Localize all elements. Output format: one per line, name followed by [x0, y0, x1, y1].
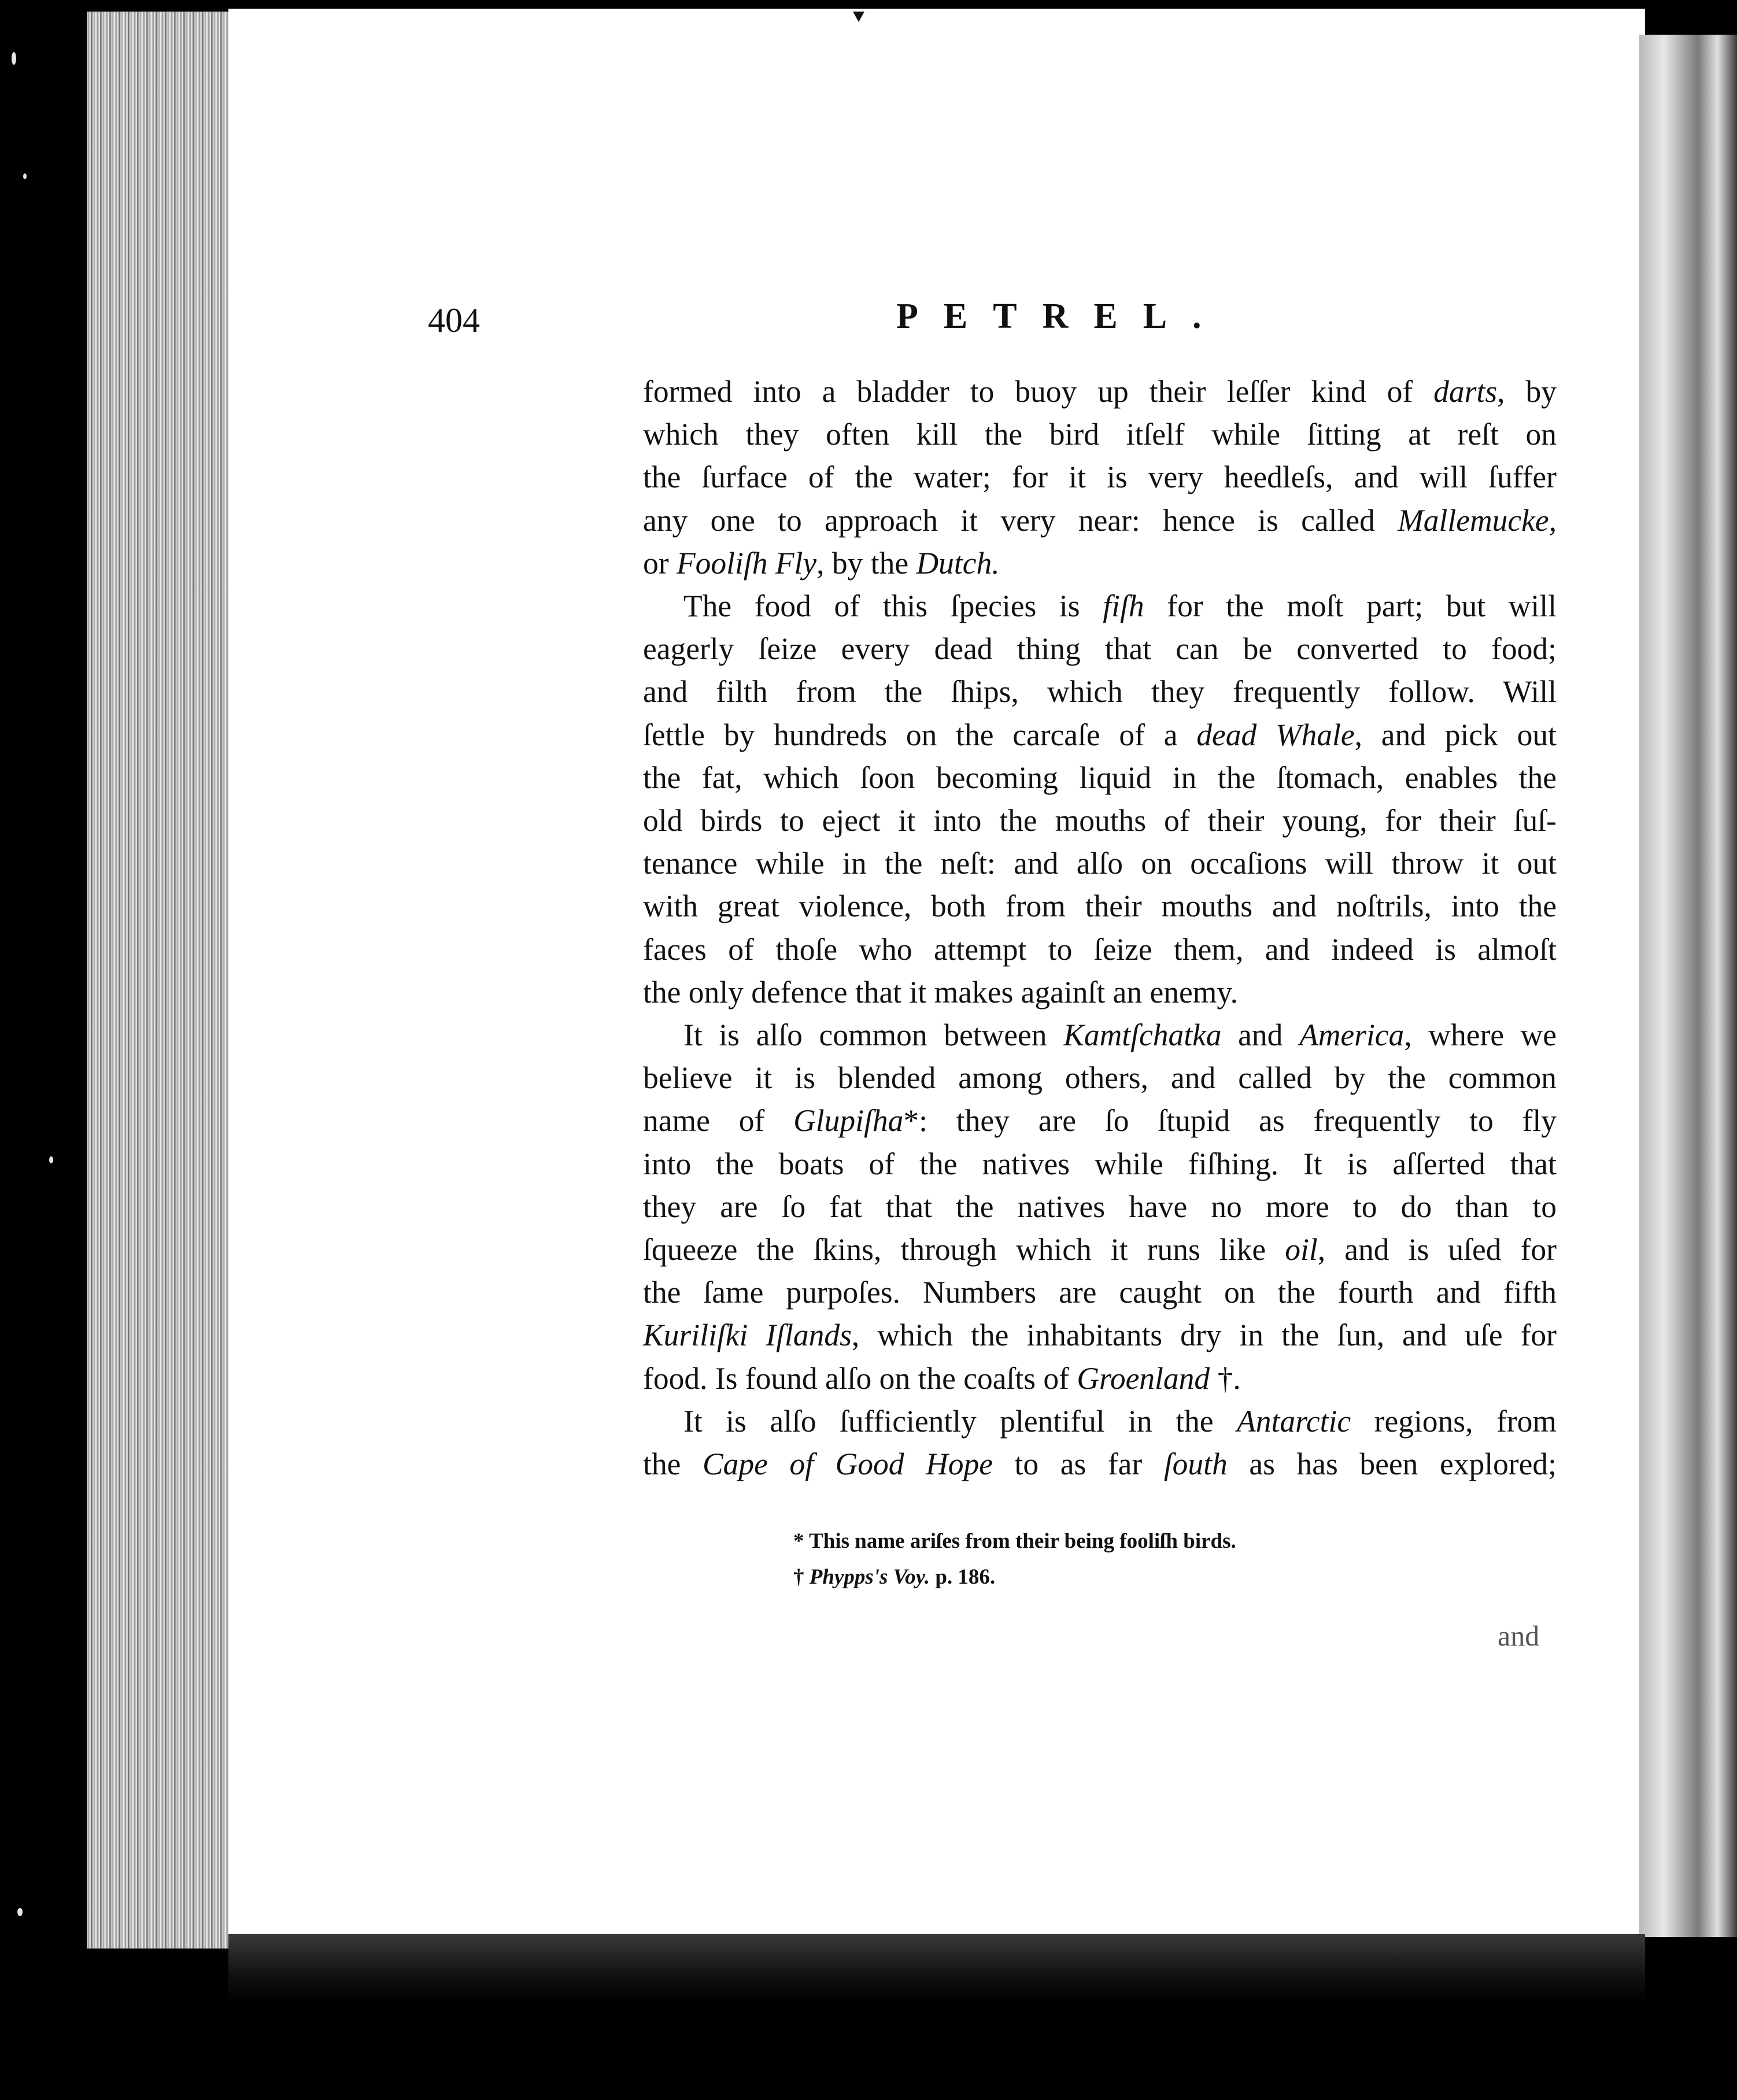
text-run: , and is uſed for: [1317, 1232, 1557, 1267]
footnote-line: [793, 1524, 1236, 1559]
italic-text: dead Whale: [1196, 717, 1355, 752]
text-run: ſettle by hundreds on the carcaſe of a: [643, 717, 1197, 752]
italic-text: oil: [1285, 1232, 1318, 1267]
scan-speck: [17, 1908, 23, 1916]
text-run: to as far: [992, 1447, 1164, 1482]
text-run: * This name ariſes from their being fooliſh birds.: [793, 1529, 1236, 1553]
text-run: believe it is blended among others, and called by the common: [643, 1060, 1557, 1096]
italic-text: ſouth: [1163, 1447, 1228, 1482]
text-run: the ſame purpoſes. Numbers are caught on the fourth and fifth: [643, 1275, 1557, 1310]
text-run: and: [1221, 1018, 1300, 1053]
italic-text: darts: [1433, 374, 1498, 409]
body-line: [643, 799, 1557, 842]
body-line: [643, 1443, 1557, 1485]
page-top-mark: [853, 12, 864, 22]
body-line: [643, 1400, 1557, 1443]
body-line: [643, 1014, 1557, 1056]
text-run: tenance while in the neſt: and alſo on occaſions will throw it out: [643, 846, 1557, 881]
italic-text: Antarctic: [1237, 1403, 1351, 1439]
italic-text: fiſh: [1103, 589, 1144, 624]
body-line: [643, 1143, 1557, 1185]
italic-text: Kamtſchatka: [1063, 1018, 1222, 1053]
text-run: *: they are ſo ſtupid as frequently to fly: [903, 1103, 1557, 1138]
body-line: [643, 1357, 1557, 1400]
text-run: , and pick out: [1354, 717, 1557, 752]
italic-text: Phypps's Voy.: [809, 1565, 930, 1589]
text-run: name of: [643, 1103, 794, 1138]
page-number: 404: [428, 301, 480, 339]
body-line: [643, 542, 1557, 585]
italic-text: Groenland: [1077, 1360, 1210, 1396]
running-head: PETREL.: [896, 297, 1227, 336]
text-run: with great violence, both from their mouths and noſtrils, into the: [643, 889, 1557, 924]
italic-text: Kuriliſki Iſlands: [643, 1318, 852, 1353]
body-line: [643, 928, 1557, 971]
text-run: the: [643, 1447, 703, 1482]
text-run: and filth from the ſhips, which they frequently follow. Will: [643, 674, 1557, 709]
facing-page-edge: [1639, 35, 1737, 1937]
text-run: into the boats of the natives while fiſhing. It is aſſerted that: [643, 1146, 1557, 1181]
footnotes: [793, 1524, 1236, 1595]
scan-speck: [23, 173, 27, 179]
text-run: It is alſo ſufficiently plentiful in the: [683, 1403, 1237, 1439]
book-fore-edge: [87, 12, 231, 1949]
body-line: [643, 971, 1557, 1014]
text-run: The food of this ſpecies is: [683, 589, 1103, 624]
text-run: p. 186.: [930, 1565, 996, 1589]
italic-text: Fooliſh Fly: [676, 545, 817, 581]
scan-bottom-edge: [228, 1934, 1645, 2003]
text-run: formed into a bladder to buoy up their leſſer kind of: [643, 374, 1434, 409]
body-line: [643, 1056, 1557, 1099]
text-run: the only defence that it makes againſt an enemy.: [643, 974, 1238, 1010]
text-run: †.: [1210, 1360, 1241, 1396]
body-line: [643, 1314, 1557, 1356]
text-run: the ſurface of the water; for it is very heedleſs, and will ſuffer: [643, 460, 1557, 495]
body-line: [643, 499, 1557, 542]
text-run: faces of thoſe who attempt to ſeize them, and indeed is almoſt: [643, 931, 1557, 967]
footnote-line: [793, 1559, 1236, 1595]
text-run: , by the: [816, 545, 916, 581]
scan-speck: [12, 52, 16, 65]
catchword: and: [1498, 1620, 1540, 1652]
italic-text: Dutch.: [916, 545, 1000, 581]
text-run: as has been explored;: [1227, 1447, 1557, 1482]
scan-speck: [49, 1156, 53, 1163]
text-run: ſqueeze the ſkins, through which it runs like: [643, 1232, 1285, 1267]
italic-text: Mallemucke,: [1398, 502, 1557, 538]
body-line: [643, 1099, 1557, 1142]
italic-text: Glupiſha: [793, 1103, 904, 1138]
body-line: [643, 627, 1557, 670]
text-run: for the moſt part; but will: [1144, 589, 1557, 624]
text-run: , which the inhabitants dry in the ſun, and uſe for: [851, 1318, 1557, 1353]
text-run: they are ſo fat that the natives have no more to do than to: [643, 1189, 1557, 1224]
body-line: [643, 756, 1557, 799]
body-text: [643, 370, 1557, 1485]
body-line: [643, 842, 1557, 885]
text-run: food. Is found alſo on the coaſts of: [643, 1360, 1077, 1396]
italic-text: America: [1299, 1018, 1405, 1053]
body-line: [643, 413, 1557, 456]
text-run: eagerly ſeize every dead thing that can be converted to food;: [643, 631, 1557, 667]
italic-text: Cape of Good Hope: [702, 1447, 993, 1482]
body-line: [643, 370, 1557, 413]
text-run: , by: [1497, 374, 1557, 409]
body-line: [643, 1271, 1557, 1314]
text-run: regions, from: [1351, 1403, 1557, 1439]
text-run: any one to approach it very near: hence is called: [643, 502, 1398, 538]
text-run: It is alſo common between: [683, 1018, 1064, 1053]
text-run: old birds to eject it into the mouths of their young, for their ſuſ-: [643, 803, 1557, 838]
body-line: [643, 1185, 1557, 1228]
body-line: [643, 456, 1557, 498]
body-line: [643, 885, 1557, 927]
text-run: †: [793, 1565, 810, 1589]
body-line: [643, 585, 1557, 627]
text-run: or: [643, 545, 677, 581]
text-run: , where we: [1404, 1018, 1557, 1053]
body-line: [643, 1228, 1557, 1271]
text-run: which they often kill the bird itſelf while ſitting at reſt on: [643, 417, 1557, 452]
text-run: the fat, which ſoon becoming liquid in the ſtomach, enables the: [643, 760, 1557, 795]
body-line: [643, 670, 1557, 713]
body-line: [643, 713, 1557, 756]
